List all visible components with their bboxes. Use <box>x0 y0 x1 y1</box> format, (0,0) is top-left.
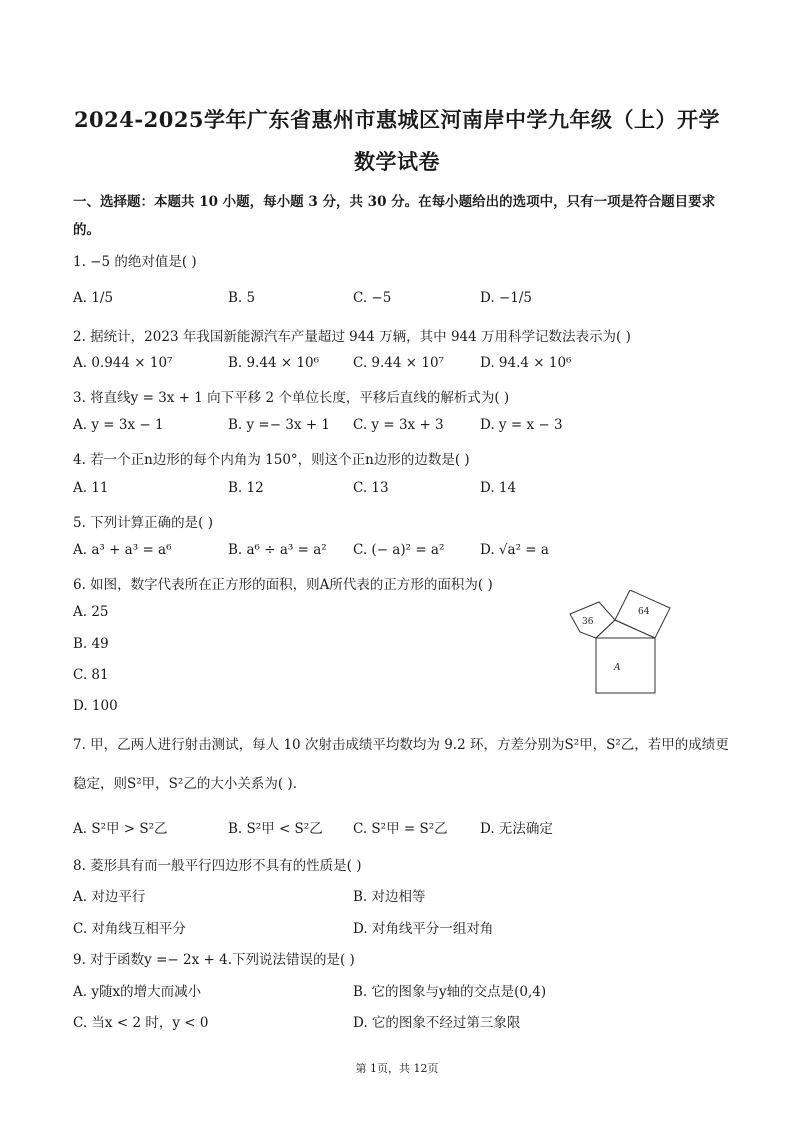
question-5-option-b: B. a⁶ ÷ a³ = a² <box>228 542 327 558</box>
question-6-stem: 6. 如图，数字代表所在正方形的面积，则A所代表的正方形的面积为( ) <box>73 577 493 593</box>
question-3-option-c: C. y = 3x + 3 <box>353 417 444 433</box>
question-8-stem: 8. 菱形具有而一般平行四边形不具有的性质是( ) <box>73 858 362 874</box>
question-5-option-d: D. √a² = a <box>480 542 549 558</box>
question-8-option-c: C. 对角线互相平分 <box>73 921 186 937</box>
question-7-option-d: D. 无法确定 <box>480 821 553 837</box>
question-3-option-d: D. y = x − 3 <box>480 417 563 433</box>
question-4-option-c: C. 13 <box>353 480 389 496</box>
question-7-stem: 7. 甲，乙两人进行射击测试，每人 10 次射击成绩平均数均为 9.2 环，方差分别为S²甲，S²乙，若甲的成绩更 <box>73 737 729 753</box>
question-2-option-b: B. 9.44 × 10⁶ <box>228 355 320 371</box>
page-footer: 第 1页，共 12页 <box>355 1062 439 1075</box>
question-1-option-b: B. 5 <box>228 290 256 306</box>
square-a <box>596 638 655 693</box>
question-5-stem: 5. 下列计算正确的是( ) <box>73 515 213 531</box>
question-5-option-c: C. (− a)² = a² <box>353 542 445 558</box>
section-heading-cont: 的。 <box>73 222 100 238</box>
question-6-option-b: B. 49 <box>73 636 109 652</box>
question-9-option-d: D. 它的图象不经过第三象限 <box>353 1015 521 1031</box>
question-5-option-a: A. a³ + a³ = a⁶ <box>73 542 172 558</box>
question-8-option-d: D. 对角线平分一组对角 <box>353 921 494 937</box>
question-4-option-a: A. 11 <box>73 480 109 496</box>
question-3-option-b: B. y =− 3x + 1 <box>228 417 331 433</box>
question-2-option-d: D. 94.4 × 10⁶ <box>480 355 572 371</box>
question-8-option-a: A. 对边平行 <box>73 889 146 905</box>
exam-title-line1: 2024-2025学年广东省惠州市惠城区河南岸中学九年级（上）开学 <box>73 107 721 132</box>
question-4-option-b: B. 12 <box>228 480 264 496</box>
question-9-option-b: B. 它的图象与y轴的交点是(0,4) <box>353 984 547 1000</box>
question-4-option-d: D. 14 <box>480 480 517 496</box>
squares-figure <box>560 590 690 700</box>
question-1-option-d: D. −1/5 <box>480 290 532 306</box>
question-1-stem: 1. −5 的绝对值是( ) <box>73 254 197 270</box>
question-6-option-a: A. 25 <box>73 604 109 620</box>
label-a: A <box>614 663 621 673</box>
question-7-option-a: A. S²甲 > S²乙 <box>73 821 168 837</box>
label-36: 36 <box>582 617 594 627</box>
exam-title-line2: 数学试卷 <box>354 149 440 174</box>
question-9-stem: 9. 对于函数y =− 2x + 4.下列说法错误的是( ) <box>73 952 355 968</box>
question-7-stem-cont: 稳定，则S²甲，S²乙的大小关系为( ). <box>73 776 297 792</box>
question-2-option-a: A. 0.944 × 10⁷ <box>73 355 173 371</box>
question-1-option-a: A. 1/5 <box>73 290 114 306</box>
label-64: 64 <box>638 607 650 617</box>
question-7-option-c: C. S²甲 = S²乙 <box>353 821 448 837</box>
question-1-option-c: C. −5 <box>353 290 392 306</box>
question-3-stem: 3. 将直线y = 3x + 1 向下平移 2 个单位长度，平移后直线的解析式为( ) <box>73 390 510 406</box>
question-9-option-a: A. y随x的增大而减小 <box>73 984 202 1000</box>
question-6-option-c: C. 81 <box>73 667 109 683</box>
question-3-option-a: A. y = 3x − 1 <box>73 417 164 433</box>
question-8-option-b: B. 对边相等 <box>353 889 426 905</box>
question-7-option-b: B. S²甲 < S²乙 <box>228 821 323 837</box>
section-heading: 一、选择题：本题共 10 小题，每小题 3 分，共 30 分。在每小题给出的选项中，只有一项是符合题目要求 <box>73 194 716 210</box>
question-6-option-d: D. 100 <box>73 698 118 714</box>
question-9-option-c: C. 当x < 2 时，y < 0 <box>73 1015 209 1031</box>
question-2-option-c: C. 9.44 × 10⁷ <box>353 355 444 371</box>
question-4-stem: 4. 若一个正n边形的每个内角为 150°，则这个正n边形的边数是( ) <box>73 452 470 468</box>
question-2-stem: 2. 据统计，2023 年我国新能源汽车产量超过 944 万辆，其中 944 万用科学记数法表示为( ) <box>73 329 631 345</box>
